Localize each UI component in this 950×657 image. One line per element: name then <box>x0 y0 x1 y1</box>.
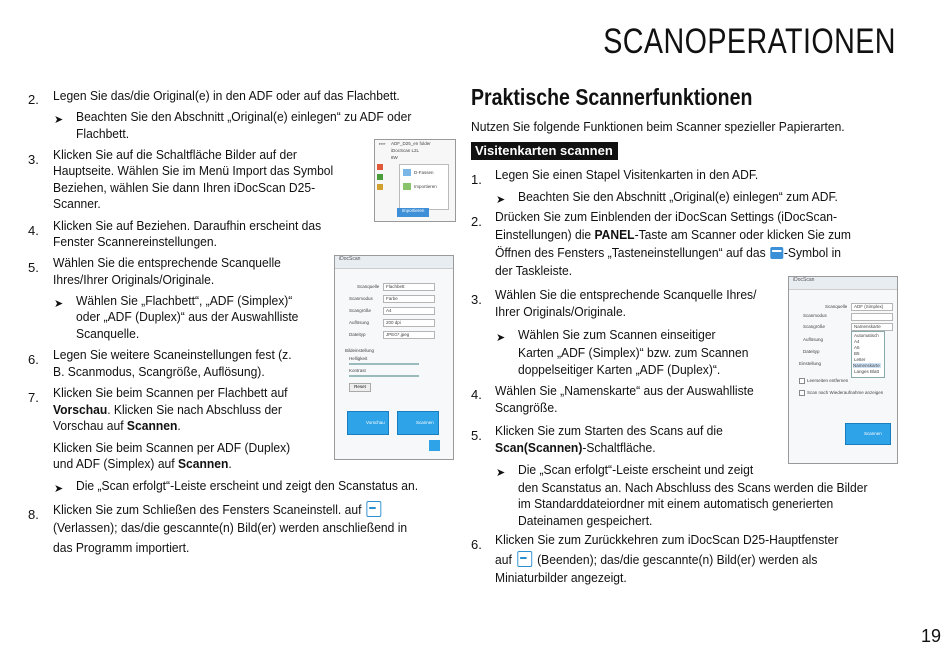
contrast-slider[interactable] <box>349 375 419 377</box>
scan-mode-select[interactable] <box>383 295 435 303</box>
step-number: 4. <box>28 223 39 238</box>
step-text: das Programm importiert. <box>53 540 190 555</box>
note-text: Wählen Sie „Flachbett“, „ADF (Simplex)“ <box>76 293 293 308</box>
step-text: Legen Sie weitere Scaneinstellungen fest (z. <box>53 347 292 362</box>
select-value: Flachbett <box>386 284 405 289</box>
step-text: B. Scanmodus, Scangröße, Auflösung). <box>53 364 265 379</box>
button-label: Vorschau <box>366 420 385 425</box>
field-label: Scanquelle <box>825 304 848 309</box>
dropdown-option[interactable]: B5 <box>854 351 860 356</box>
text: Vorschau auf <box>53 418 127 433</box>
tree-item: iDocScan L2L <box>391 148 420 153</box>
button-label: Scannen <box>864 431 882 436</box>
step-text: Drücken Sie zum Einblenden der iDocScan Settings (iDocScan- <box>495 209 838 224</box>
note-text: doppelseitiger Karten „ADF (Duplex)“. <box>518 362 721 377</box>
note-text: Die „Scan erfolgt“-Leiste erscheint und zeigt <box>518 462 754 477</box>
scan-mode-select[interactable] <box>851 313 893 321</box>
step-text: Ihrer Originals/Originale. <box>495 304 627 319</box>
field-label: Scanquelle <box>357 284 380 289</box>
field-label: Dateityp <box>803 349 820 354</box>
scan-size-select[interactable] <box>383 307 435 315</box>
note-text: im Standarddateiordner mit einem automatisch generierten <box>518 496 834 511</box>
step-text: Klicken Sie zum Starten des Scans auf die <box>495 423 723 438</box>
scan-settings-window-duplex <box>788 276 898 464</box>
text: Einstellungen) die <box>495 227 595 242</box>
step-text <box>495 245 841 262</box>
bold-label: Vorschau <box>53 402 108 417</box>
text: auf <box>495 552 512 567</box>
text: Klicken Sie zum Schließen des Fensters Scaneinstell. auf <box>53 502 362 517</box>
scan-source-select[interactable] <box>383 283 435 291</box>
select-value: ADF (Simplex) <box>854 304 884 309</box>
section-heading: Praktische Scannerfunktionen <box>471 84 753 110</box>
step-number: 6. <box>28 352 39 367</box>
dropdown-option[interactable]: Letter <box>854 357 866 362</box>
app-icon <box>377 164 383 170</box>
step-text: Beziehen, wählen Sie dann Ihren iDocScan D25- <box>53 180 316 195</box>
exit-icon <box>367 501 382 517</box>
step-text: Fenster Scannereinstellungen. <box>53 234 217 249</box>
step-text: Hauptseite. Wählen Sie im Menü Import das Symbol <box>53 163 334 178</box>
window-title: iDocScan <box>335 256 453 269</box>
folder-tree-icon: ▸▸▸ <box>379 141 386 146</box>
field-label: Scangröße <box>803 324 826 329</box>
step-text: Wählen Sie die entsprechende Scanquelle Ihres/ <box>495 287 757 302</box>
subsection-label: Visitenkarten scannen <box>471 142 618 160</box>
select-value: JPEG*.jpeg <box>386 332 410 337</box>
step-number: 5. <box>471 428 482 443</box>
arrow-icon: ➤ <box>496 194 506 206</box>
arrow-icon: ➤ <box>496 467 506 479</box>
step-number: 4. <box>471 387 482 402</box>
step-number: 8. <box>28 507 39 522</box>
step-text: Legen Sie einen Stapel Visitenkarten in den ADF. <box>495 167 759 182</box>
step-number: 2. <box>28 92 39 107</box>
note-text: Dateinamen gespeichert. <box>518 513 653 528</box>
brightness-slider[interactable] <box>349 363 419 365</box>
note-text: Scanquelle. <box>76 326 140 341</box>
step-number: 6. <box>471 537 482 552</box>
text: . <box>177 418 181 433</box>
step-number: 3. <box>471 292 482 307</box>
file-type-select[interactable] <box>383 331 435 339</box>
field-label: Dateityp <box>349 332 366 337</box>
note-text: Karten „ADF (Simplex)“ bzw. zum Scannen <box>518 345 749 360</box>
text: -Symbol in <box>783 245 841 260</box>
dropdown-option-selected[interactable]: Namenskarte <box>853 363 880 368</box>
exit-icon[interactable] <box>429 440 440 451</box>
checkbox[interactable] <box>799 390 805 396</box>
section-label: Einstellung <box>799 361 822 366</box>
step-text: Wählen Sie „Namenskarte“ aus der Auswahlliste <box>495 383 754 398</box>
step-text: Legen Sie das/die Original(e) in den ADF oder auf das Flachbett. <box>53 88 400 103</box>
note-text: oder „ADF (Duplex)“ aus der Auswahlliste <box>76 309 299 324</box>
note-text: Flachbett. <box>76 126 130 141</box>
checkbox-label: Scan nach Wiederaufnahme anzeigen <box>807 390 884 395</box>
note-text: Wählen Sie zum Scannen einseitiger <box>518 327 716 342</box>
bold-label: Scan(Scannen) <box>495 440 583 455</box>
step-text: Miniaturbilder angezeigt. <box>495 570 627 585</box>
text: Öffnen des Fensters „Tasteneinstellungen“ auf das <box>495 245 769 260</box>
text: -Taste am Scanner oder klicken Sie zum <box>634 227 851 242</box>
field-label: Scanmodus <box>803 313 827 318</box>
scan-size-select[interactable] <box>851 323 893 331</box>
step-text <box>53 501 383 519</box>
step-text: Klicken Sie auf die Schaltfläche Bilder auf der <box>53 147 297 162</box>
text: . Klicken Sie nach Abschluss der <box>107 402 282 417</box>
step-number: 5. <box>28 260 39 275</box>
scan-button[interactable] <box>845 423 891 445</box>
arrow-icon: ➤ <box>54 114 64 126</box>
note-text: Die „Scan erfolgt“-Leiste erscheint und zeigt den Scanstatus an. <box>76 478 419 493</box>
step-text: Klicken Sie auf Beziehen. Daraufhin erscheint das <box>53 218 322 233</box>
scanner-panel-icon <box>770 247 783 259</box>
note-text: Beachten Sie den Abschnitt „Original(e) einlegen“ zum ADF. <box>518 189 838 204</box>
note-text: Beachten Sie den Abschnitt „Original(e) einlegen“ zu ADF oder <box>76 109 412 124</box>
text: und ADF (Simplex) auf <box>53 456 178 471</box>
popup-item[interactable]: Importieren <box>414 184 437 189</box>
button-label: Scannen <box>416 420 434 425</box>
note-text: den Scanstatus an. Nach Abschluss des Scans werden die Bilder <box>518 480 868 495</box>
scanner-icon <box>403 169 411 176</box>
select-value: 200 dpi <box>386 320 401 325</box>
app-icon <box>377 184 383 190</box>
checkbox[interactable] <box>799 378 805 384</box>
step-text <box>495 440 656 457</box>
step-text: Klicken Sie zum Zurückkehren zum iDocScan D25-Hauptfenster <box>495 532 839 547</box>
step-text: Klicken Sie beim Scannen per ADF (Duplex) <box>53 440 291 455</box>
import-tab[interactable]: Importieren <box>397 208 429 217</box>
dropdown-option[interactable]: A5 <box>854 345 860 350</box>
step-text: Klicken Sie beim Scannen per Flachbett auf <box>53 385 288 400</box>
scan-source-select[interactable] <box>851 303 893 311</box>
import-popup <box>399 164 449 210</box>
reset-button[interactable]: Reset <box>349 383 371 392</box>
field-label: Helligkeit <box>349 356 368 361</box>
field-label: Scangröße <box>349 308 372 313</box>
text: -Schaltfläche. <box>582 440 656 455</box>
preview-button[interactable] <box>347 411 389 435</box>
text: . <box>228 456 232 471</box>
bold-label: Scannen <box>177 456 229 471</box>
step-text: (Verlassen); das/die gescannte(n) Bild(er) werden anschließend in <box>53 520 408 535</box>
text: (Beenden); das/die gescannte(n) Bild(er) werden als <box>537 552 818 567</box>
step-text: Scangröße. <box>495 400 558 415</box>
arrow-icon: ➤ <box>496 332 506 344</box>
step-text: Wählen Sie die entsprechende Scanquelle <box>53 255 281 270</box>
dropdown-option[interactable]: Automatisch <box>854 333 879 338</box>
step-number: 7. <box>28 390 39 405</box>
arrow-icon: ➤ <box>54 298 64 310</box>
field-label: Auflösung <box>803 337 824 342</box>
scan-button[interactable] <box>397 411 439 435</box>
section-label: Bildeinstellung <box>345 348 375 353</box>
field-label: Kontrast <box>349 368 366 373</box>
app-icon <box>377 174 383 180</box>
step-text <box>53 418 181 435</box>
step-text: Ihres/Ihrer Originals/Originale. <box>53 272 215 287</box>
step-text <box>53 402 282 419</box>
field-label: Auflösung <box>349 320 370 325</box>
page-number: 19 <box>920 626 941 646</box>
intro-text: Nutzen Sie folgende Funktionen beim Scanner spezieller Papierarten. <box>471 119 845 134</box>
scan-size-dropdown[interactable] <box>851 331 885 378</box>
step-text <box>495 551 817 569</box>
step-number: 2. <box>471 214 482 229</box>
checkbox-label: Leerseiten entfernen <box>807 378 849 383</box>
field-label: Scanmodus <box>349 296 373 301</box>
exit-icon <box>517 551 532 567</box>
step-number: 1. <box>471 172 482 187</box>
tree-item: 8W <box>391 155 398 160</box>
import-icon <box>403 183 411 190</box>
dropdown-option[interactable]: A4 <box>854 339 860 344</box>
select-value: Namenskarte <box>854 324 881 329</box>
dropdown-option[interactable]: Langes Blatt <box>854 369 880 374</box>
step-text <box>53 456 232 473</box>
select-value: Farbe <box>386 296 398 301</box>
arrow-icon: ➤ <box>54 483 64 495</box>
select-value: A4 <box>386 308 392 313</box>
page-title: SCANOPERATIONEN <box>603 22 896 61</box>
popup-item[interactable]: D-Fassen <box>414 170 434 175</box>
step-number: 3. <box>28 152 39 167</box>
step-text: Scanner. <box>53 196 101 211</box>
bold-label: Scannen <box>126 418 178 433</box>
scan-settings-window <box>334 255 454 460</box>
step-text: der Taskleiste. <box>495 263 573 278</box>
window-title: iDocScan <box>789 277 897 290</box>
step-text <box>495 227 851 244</box>
tree-item: ADF_D25_en folder <box>391 141 431 146</box>
bold-label: PANEL <box>594 227 635 242</box>
import-menu-screenshot <box>374 139 456 222</box>
resolution-select[interactable] <box>383 319 435 327</box>
